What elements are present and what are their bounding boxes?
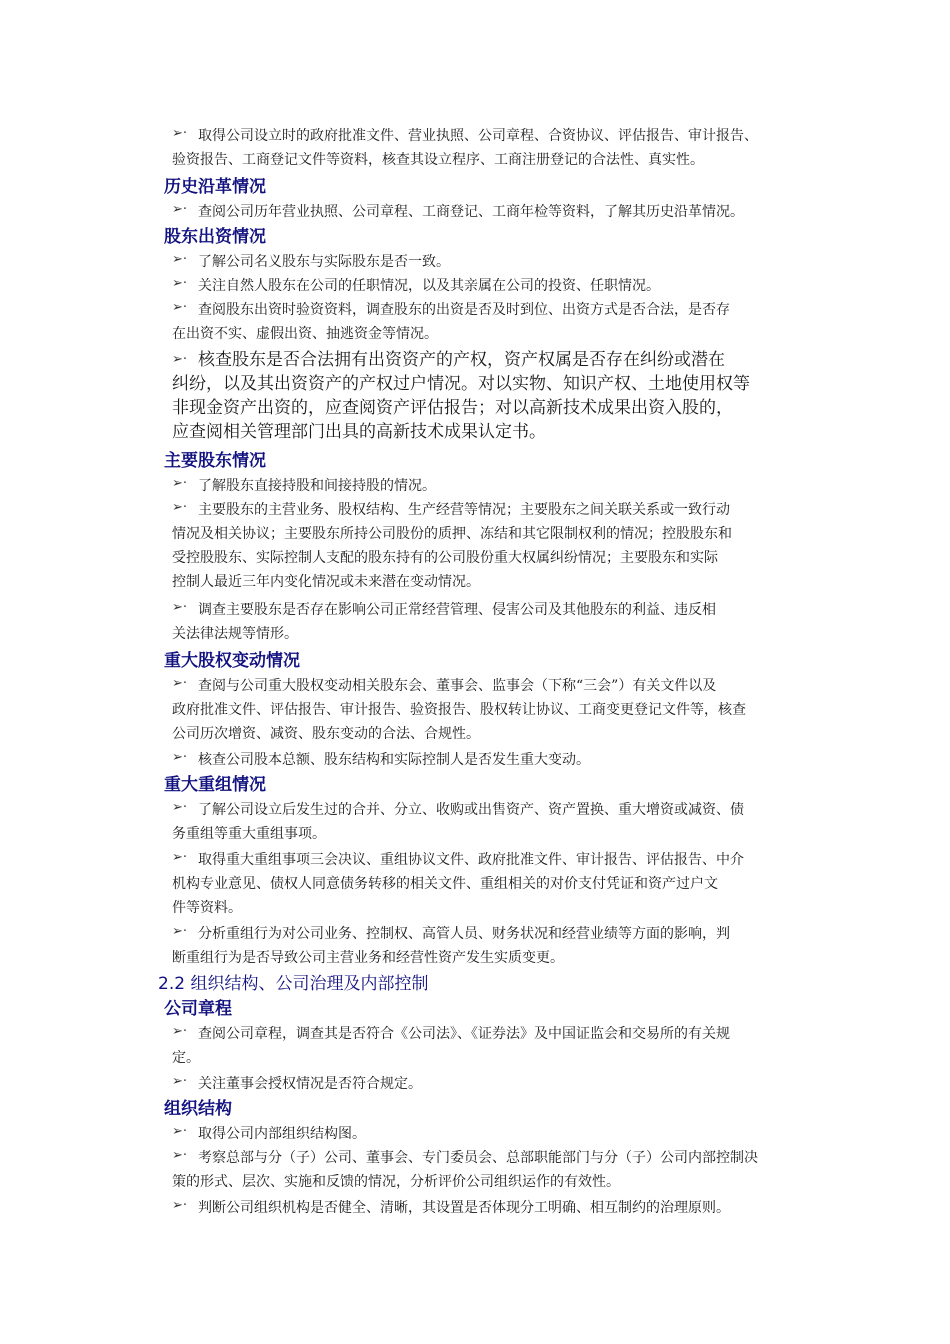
text-line: 查阅与公司重大股权变动相关股东会、董事会、监事会（下称“三会”）有关文件以及 [198, 678, 717, 694]
arrow-bullet-icon: ➢· [172, 600, 188, 615]
arrow-bullet-icon: ➢· [172, 924, 188, 939]
subsection-heading: 主要股东情况 [164, 451, 266, 471]
arrow-bullet-icon: ➢· [172, 750, 188, 765]
text-line: 查阅公司章程，调查其是否符合《公司法》、《证券法》及中国证监会和交易所的有关规 [198, 1026, 730, 1042]
text-line: 关法律法规等情形。 [172, 626, 298, 642]
text-line: 取得公司设立时的政府批准文件、营业执照、公司章程、合资协议、评估报告、审计报告、 [198, 128, 758, 144]
subsection-heading: 重大重组情况 [164, 775, 266, 795]
text-line: 分析重组行为对公司业务、控制权、高管人员、财务状况和经营业绩等方面的影响，判 [198, 926, 730, 942]
arrow-bullet-icon: ➢· [172, 300, 188, 315]
text-line: 情况及相关协议；主要股东所持公司股份的质押、冻结和其它限制权利的情况；控股股东和 [172, 526, 732, 542]
text-line: 应查阅相关管理部门出具的高新技术成果认定书。 [172, 422, 546, 442]
text-line: 公司历次增资、减资、股东变动的合法、合规性。 [172, 726, 480, 742]
text-line: 务重组等重大重组事项。 [172, 826, 326, 842]
text-line: 纠纷，以及其出资资产的产权过户情况。对以实物、知识产权、土地使用权等 [172, 374, 750, 394]
arrow-bullet-icon: ➢· [172, 202, 188, 217]
text-line: 件等资料。 [172, 900, 242, 916]
text-line: 核查公司股本总额、股东结构和实际控制人是否发生重大变动。 [198, 752, 590, 768]
arrow-bullet-icon: ➢· [172, 800, 188, 815]
subsection-heading: 组织结构 [164, 1099, 232, 1119]
subsection-heading: 股东出资情况 [164, 227, 266, 247]
text-line: 考察总部与分（子）公司、董事会、专门委员会、总部职能部门与分（子）公司内部控制决 [198, 1150, 758, 1166]
arrow-bullet-icon: ➢· [172, 276, 188, 291]
text-line: 受控股股东、实际控制人支配的股东持有的公司股份重大权属纠纷情况；主要股东和实际 [172, 550, 718, 566]
text-line: 判断公司组织机构是否健全、清晰，其设置是否体现分工明确、相互制约的治理原则。 [198, 1200, 730, 1216]
arrow-bullet-icon: ➢· [172, 476, 188, 491]
text-line: 在出资不实、虚假出资、抽逃资金等情况。 [172, 326, 438, 342]
arrow-bullet-icon: ➢· [172, 1124, 188, 1139]
text-line: 调查主要股东是否存在影响公司正常经营管理、侵害公司及其他股东的利益、违反相 [198, 602, 716, 618]
arrow-bullet-icon: ➢· [172, 850, 188, 865]
text-line: 了解公司设立后发生过的合并、分立、收购或出售资产、资产置换、重大增资或减资、债 [198, 802, 744, 818]
text-line: 断重组行为是否导致公司主营业务和经营性资产发生实质变更。 [172, 950, 564, 966]
text-line: 政府批准文件、评估报告、审计报告、验资报告、股权转让协议、工商变更登记文件等，核查 [172, 702, 746, 718]
arrow-bullet-icon: ➢· [172, 252, 188, 267]
arrow-bullet-icon: ➢· [172, 1198, 188, 1213]
text-line: 策的形式、层次、实施和反馈的情况，分析评价公司组织运作的有效性。 [172, 1174, 620, 1190]
text-line: 机构专业意见、债权人同意债务转移的相关文件、重组相关的对价支付凭证和资产过户文 [172, 876, 718, 892]
text-line: 了解股东直接持股和间接持股的情况。 [198, 478, 436, 494]
text-line: 取得公司内部组织结构图。 [198, 1126, 366, 1142]
arrow-bullet-icon: ➢· [172, 676, 188, 691]
text-line: 关注自然人股东在公司的任职情况，以及其亲属在公司的投资、任职情况。 [198, 278, 660, 294]
text-line: 取得重大重组事项三会决议、重组协议文件、政府批准文件、审计报告、评估报告、中介 [198, 852, 744, 868]
text-line: 查阅股东出资时验资资料，调查股东的出资是否及时到位、出资方式是否合法，是否存 [198, 302, 730, 318]
subsection-heading: 重大股权变动情况 [164, 651, 300, 671]
arrow-bullet-icon: ➢· [172, 1148, 188, 1163]
subsection-heading: 历史沿革情况 [164, 177, 266, 197]
text-line: 查阅公司历年营业执照、公司章程、工商登记、工商年检等资料，了解其历史沿革情况。 [198, 204, 744, 220]
text-line: 定。 [172, 1050, 200, 1066]
text-line: 了解公司名义股东与实际股东是否一致。 [198, 254, 450, 270]
text-line: 控制人最近三年内变化情况或未来潜在变动情况。 [172, 574, 480, 590]
arrow-bullet-icon: ➢· [172, 126, 188, 141]
arrow-bullet-icon: ➢· [172, 352, 188, 367]
arrow-bullet-icon: ➢· [172, 1074, 188, 1089]
text-line: 核查股东是否合法拥有出资资产的产权，资产权属是否存在纠纷或潜在 [198, 350, 725, 370]
text-line: 关注董事会授权情况是否符合规定。 [198, 1076, 422, 1092]
subsection-heading: 公司章程 [164, 999, 232, 1019]
text-line: 验资报告、工商登记文件等资料，核查其设立程序、工商注册登记的合法性、真实性。 [172, 152, 704, 168]
text-line: 非现金资产出资的，应查阅资产评估报告；对以高新技术成果出资入股的， [172, 398, 733, 418]
arrow-bullet-icon: ➢· [172, 1024, 188, 1039]
section-heading: 2.2 组织结构、公司治理及内部控制 [158, 974, 429, 994]
arrow-bullet-icon: ➢· [172, 500, 188, 515]
text-line: 主要股东的主营业务、股权结构、生产经营等情况；主要股东之间关联关系或一致行动 [198, 502, 730, 518]
